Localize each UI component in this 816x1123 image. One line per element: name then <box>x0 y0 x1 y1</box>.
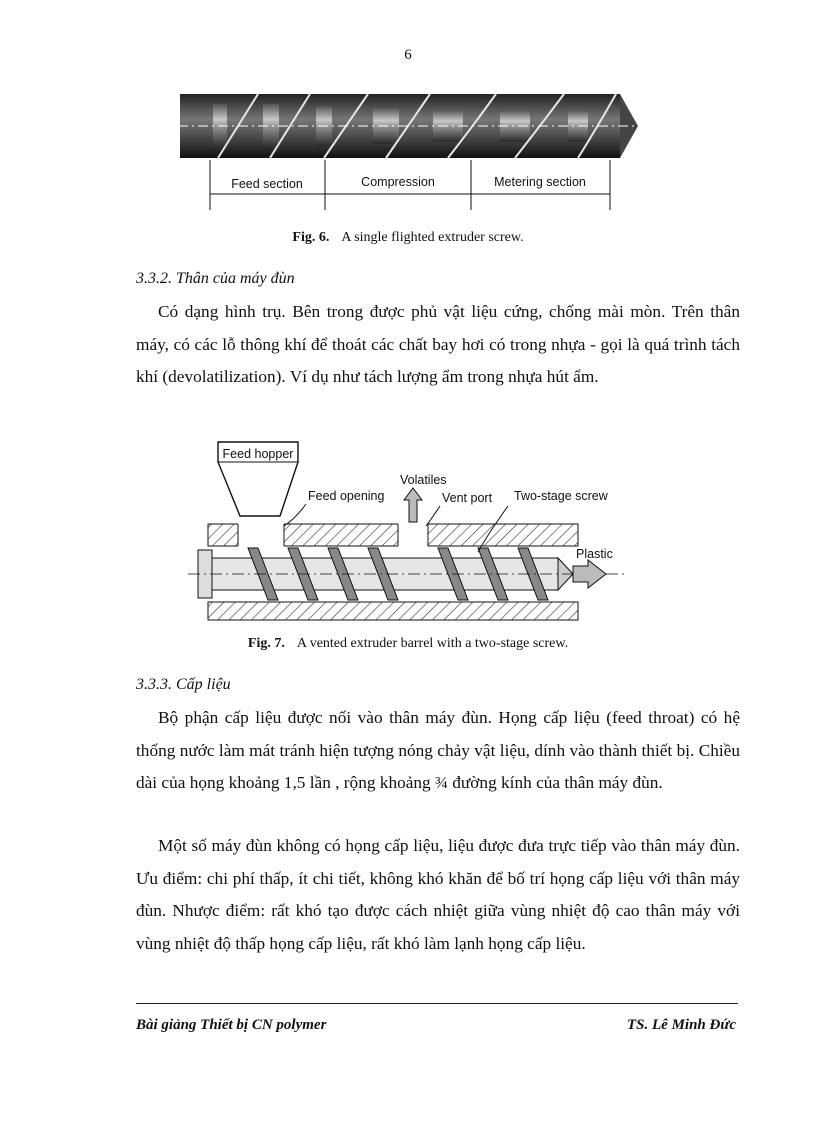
plastic-label: Plastic <box>576 547 613 561</box>
section-3-3-2-paragraph: Có dạng hình trụ. Bên trong được phủ vật liệu cứng, chống mài mòn. Trên thân máy, có các lỗ thông khí để thoát các chất bay hơi có trong nhựa - gọi là quá trình tách khí (devolatilization). Ví dụ như tách lượng ẩm trong nhựa hút ẩm. <box>136 302 740 386</box>
compression-label: Compression <box>361 175 435 189</box>
volatiles-label: Volatiles <box>400 473 447 487</box>
page-number: 6 <box>404 47 412 63</box>
section-3-3-3-heading: 3.3.3. Cấp liệu <box>136 676 231 693</box>
figure-6-caption-text: A single flighted extruder screw. <box>341 230 524 245</box>
figure-7 <box>0 434 816 652</box>
metering-section-label: Metering section <box>494 175 586 189</box>
footer-divider <box>136 1003 738 1004</box>
section-3-3-3-paragraph-2: Một số máy đùn không có họng cấp liệu, liệu được đưa trực tiếp vào thân máy đùn. Ưu điểm: chi phí thấp, ít chi tiết, không khó khăn để bố trí họng cấp liệu với thân máy đùn. Nhược điểm: rất khó tạo được cách nhiệt giữa vùng nhiệt độ cao thân máy với vùng nhiệt độ thấp họng cấp liệu, rất khó làm lạnh họng cấp liệu. <box>136 836 740 953</box>
footer-course-title: Bài giảng Thiết bị CN polymer <box>136 1017 327 1033</box>
extruder-screw-drawing <box>178 88 638 216</box>
section-3-3-2-heading: 3.3.2. Thân của máy đùn <box>136 270 295 287</box>
feed-opening-label: Feed opening <box>308 489 385 503</box>
figure-6-caption <box>0 230 816 246</box>
figure-6-number: Fig. 6. <box>292 230 330 245</box>
feed-hopper-label: Feed hopper <box>222 447 294 461</box>
vented-barrel-drawing <box>188 434 628 634</box>
figure-6 <box>0 88 816 246</box>
vent-port-label: Vent port <box>442 491 493 505</box>
section-3-3-3-paragraph-1: Bộ phận cấp liệu được nối vào thân máy đùn. Họng cấp liệu (feed throat) có hệ thống nước làm mát tránh hiện tượng nóng chảy vật liệu, dính vào thành thiết bị. Chiều dài của họng khoảng 1,5 lần , rộng khoảng ¾ đường kính của thân máy đùn. <box>136 708 740 792</box>
two-stage-screw-label: Two-stage screw <box>514 489 608 503</box>
figure-7-number: Fig. 7. <box>247 636 285 651</box>
figure-7-caption <box>0 636 816 652</box>
feed-section-label: Feed section <box>231 177 303 191</box>
figure-7-caption-text: A vented extruder barrel with a two-stage screw. <box>296 636 569 651</box>
footer-author: TS. Lê Minh Đức <box>627 1017 736 1033</box>
footer <box>136 1017 736 1034</box>
